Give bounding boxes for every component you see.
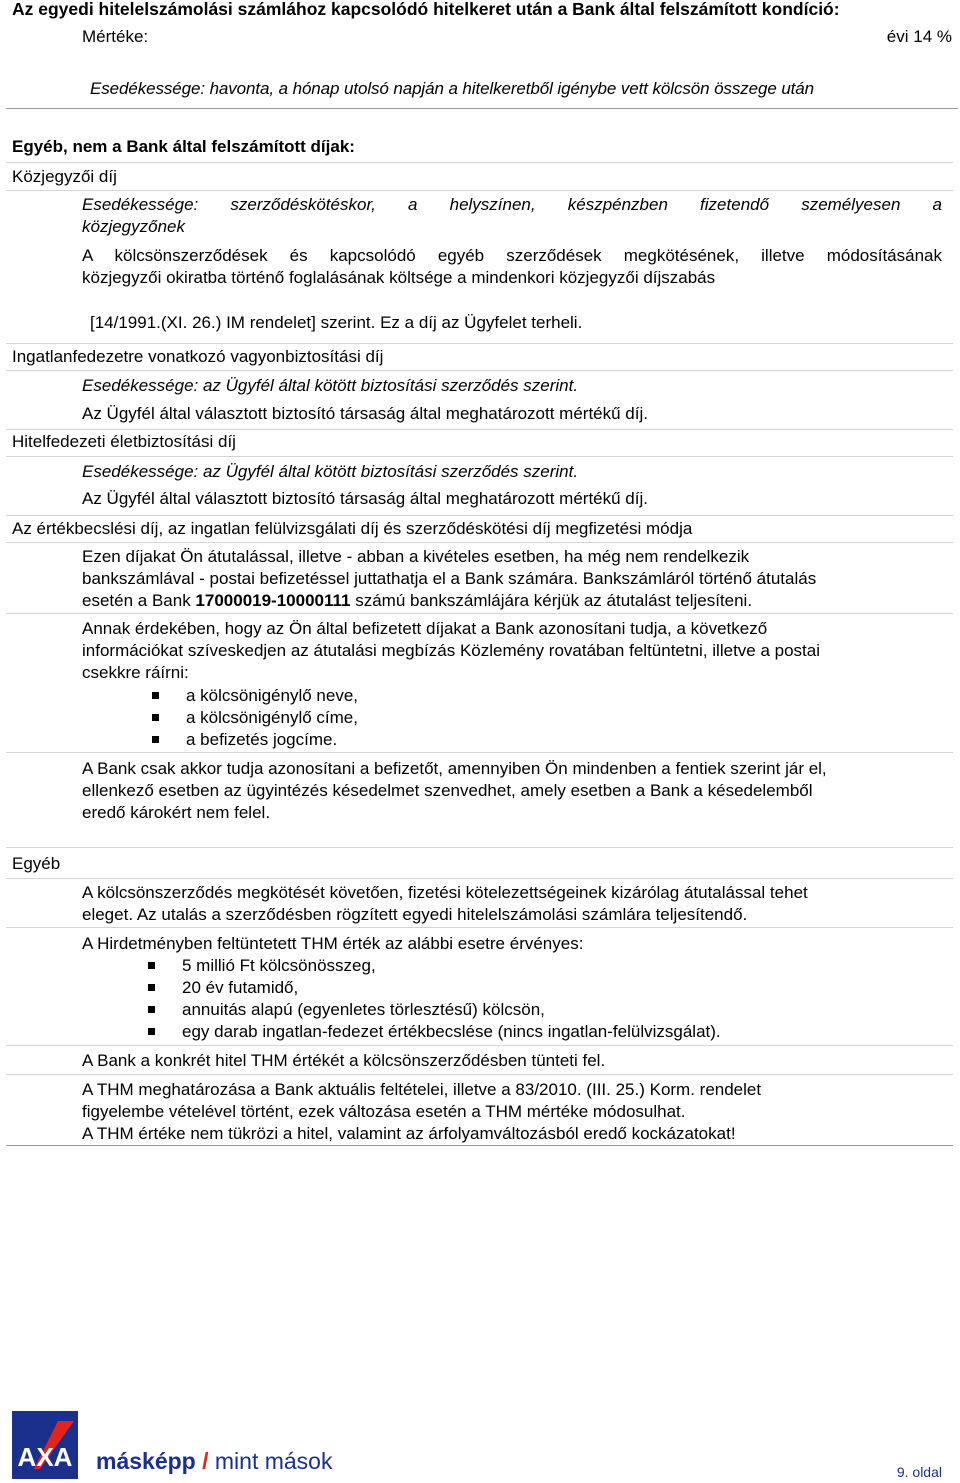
payment-para3-line3: eredő károkért nem felel. [82,803,271,822]
divider [6,1045,953,1046]
notary-text-line2: közjegyzői okiratba történő foglalásának költsége a mindenkori közjegyzői díjszabás [82,268,716,287]
misc-para1-line2: eleget. Az utalás a szerződésben rögzített egyedi hitelelszámolási számlára teljesítendő. [82,905,748,924]
property-insurance-label: Ingatlanfedezetre vonatkozó vagyonbiztosítási díj [12,347,384,366]
divider [6,542,953,543]
misc-bullet: 20 év futamidő, [182,978,299,997]
misc-para1-line1: A kölcsönszerződés megkötését követően, fizetési kötelezettségeinek kizárólag átutalással tehet [82,883,808,902]
bullet-square-icon [148,1028,155,1035]
axa-logo-icon [12,1411,78,1479]
property-insurance-due: Esedékessége: az Ügyfél által kötött biztosítási szerződés szerint. [82,376,579,395]
bullet-square-icon [152,736,159,743]
rate-label: Mértéke: [82,27,149,46]
payment-para1-line3 [82,591,752,611]
misc-label: Egyéb [12,854,61,873]
divider [6,847,953,848]
header-title: Az egyedi hitelelszámolási számlához kapcsolódó hitelkeret után a Bank által felszámított kondíció: [12,0,840,19]
divider [6,108,958,109]
misc-para4-line1: A THM meghatározása a Bank aktuális feltételei, illetve a 83/2010. (III. 25.) Korm. rendelet [82,1080,762,1099]
bullet-square-icon [152,692,159,699]
payment-para2-line1: Annak érdekében, hogy az Ön által befizetett díjakat a Bank azonosítani tudja, a következő [82,619,768,638]
divider [6,927,953,928]
divider [6,752,953,753]
divider [6,515,953,516]
misc-bullet: 5 millió Ft kölcsönösszeg, [182,956,376,975]
account-number: 17000019-10000111 [195,591,351,610]
divider [6,162,953,163]
divider [6,1145,953,1146]
other-fees-title: Egyéb, nem a Bank által felszámított díjak: [12,137,355,156]
payment-para1-line1: Ezen díjakat Ön átutalással, illetve - abban a kivételes esetben, ha még nem rendelkezik [82,547,750,566]
axa-logo [12,1411,78,1479]
slogan [96,1448,332,1475]
payment-para1-line2: bankszámlával - postai befizetéssel juttathatja el a Bank számára. Bankszámláról történő átutalás [82,569,817,588]
page-number: 9. oldal [896,1464,942,1480]
misc-para4-line2: figyelembe vételével történt, ezek változása esetén a THM mértéke módosulhat. [82,1102,686,1121]
payment-para3-line2: ellenkező esetben az ügyintézés késedelmet szenvedhet, amely esetben a Bank a késedelemből [82,781,813,800]
life-insurance-due: Esedékessége: az Ügyfél által kötött biztosítási szerződés szerint. [82,462,579,481]
payment-para2-line2: információkat szíveskedjen az átutalási megbízás Közlemény rovatában feltüntetni, illetve a postai [82,641,821,660]
misc-para3: A Bank a konkrét hitel THM értékét a kölcsönszerződésben tünteti fel. [82,1051,606,1070]
slogan-light: mint mások [214,1448,333,1474]
slogan-separator: / [202,1448,209,1474]
rate-value: évi 14 % [886,27,952,46]
rate-due: Esedékessége: havonta, a hónap utolsó napján a hitelkeretből igénybe vett kölcsön összege után [90,79,814,98]
notary-due-line1: Esedékessége: szerződéskötéskor, a helyszínen, készpénzben fizetendő személyesen a [82,195,942,214]
divider [6,429,953,430]
misc-para4-line3: A THM értéke nem tükrözi a hitel, valamint az árfolyamváltozásból eredő kockázatokat! [82,1124,736,1143]
payment-bullet: a kölcsönigénylő neve, [186,686,359,705]
payment-bullet: a befizetés jogcíme. [186,730,338,749]
divider [6,343,953,344]
divider [6,456,953,457]
divider [6,190,953,191]
account-suffix: számú bankszámlájára kérjük az átutalást teljesíteni. [350,591,753,610]
payment-bullet: a kölcsönigénylő címe, [186,708,358,727]
axa-logo-text: AXA [17,1442,73,1472]
divider [6,878,953,879]
payment-title: Az értékbecslési díj, az ingatlan felülvizsgálati díj és szerződéskötési díj megfizetési módja [12,519,693,538]
notary-due-line2: közjegyzőnek [82,217,186,236]
bullet-square-icon [148,962,155,969]
payment-para3-line1: A Bank csak akkor tudja azonosítani a befizetőt, amennyiben Ön mindenben a fentiek szerint jár el, [82,759,827,778]
life-insurance-label: Hitelfedezeti életbiztosítási díj [12,432,236,451]
property-insurance-text: Az Ügyfél által választott biztosító társaság által meghatározott mértékű díj. [82,404,648,423]
divider [6,370,953,371]
notary-text-line1: A kölcsönszerződések és kapcsolódó egyéb szerződések megkötésének, illetve módosításának [82,246,942,265]
bullet-square-icon [148,1006,155,1013]
misc-bullet: annuitás alapú (egyenletes törlesztésű) kölcsön, [182,1000,545,1019]
life-insurance-text: Az Ügyfél által választott biztosító társaság által meghatározott mértékű díj. [82,489,648,508]
payment-para2-line3: csekkre ráírni: [82,663,189,682]
notary-fee-label: Közjegyzői díj [12,167,117,186]
account-prefix: esetén a Bank [82,591,196,610]
notary-text-line3: [14/1991.(XI. 26.) IM rendelet] szerint. Ez a díj az Ügyfelet terheli. [90,313,583,332]
misc-para2: A Hirdetményben feltüntetett THM érték az alábbi esetre érvényes: [82,934,584,953]
slogan-bold: másképp [96,1448,196,1474]
bullet-square-icon [148,984,155,991]
divider [6,613,953,614]
divider [6,1074,953,1075]
bullet-square-icon [152,714,159,721]
misc-bullet: egy darab ingatlan-fedezet értékbecslése (nincs ingatlan-felülvizsgálat). [182,1022,721,1041]
